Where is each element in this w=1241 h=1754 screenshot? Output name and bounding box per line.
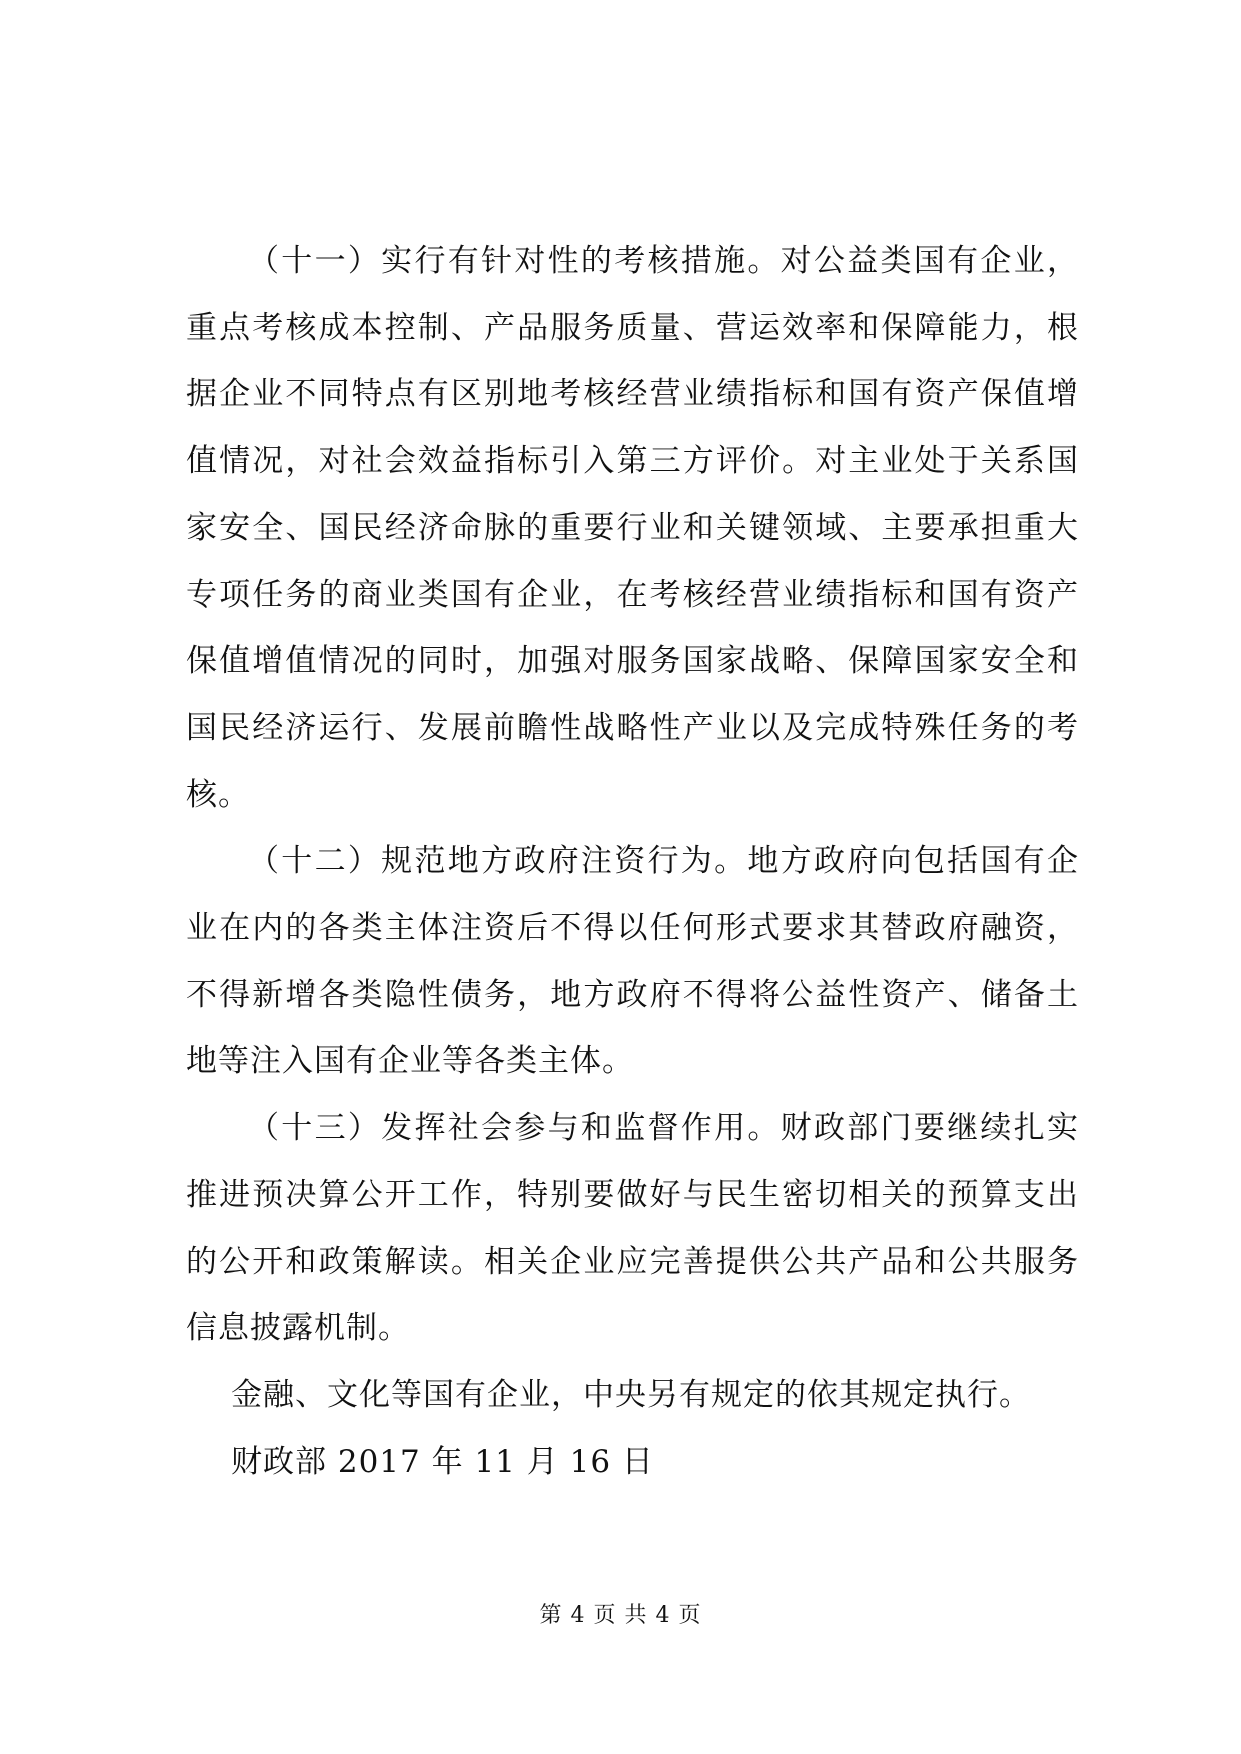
paragraph-12: （十二）规范地方政府注资行为。地方政府向包括国有企业在内的各类主体注资后不得以任何形式要求其替政府融资，不得新增各类隐性债务，地方政府不得将公益性资产、储备土地等注入国有企业等各类主体。 [186,843,1079,1080]
signature-date: 财政部 2017 年 11 月 16 日 [231,1443,654,1480]
document-body [186,228,1079,1495]
page-number-footer: 第 4 页 共 4 页 [539,1603,702,1628]
paragraph-11: （十一）实行有针对性的考核措施。对公益类国有企业，重点考核成本控制、产品服务质量、营运效率和保障能力，根据企业不同特点有区别地考核经营业绩指标和国有资产保值增值情况，对社会效益指标引入第三方评价。对主业处于关系国家安全、国民经济命脉的重要行业和关键领域、主要承担重大专项任务的商业类国有企业，在考核经营业绩指标和国有资产保值增值情况的同时，加强对服务国家战略、保障国家安全和国民经济运行、发展前瞻性战略性产业以及完成特殊任务的考核。 [186,243,1079,813]
paragraph-13: （十三）发挥社会参与和监督作用。财政部门要继续扎实推进预决算公开工作，特别要做好与民生密切相关的预算支出的公开和政策解读。相关企业应完善提供公共产品和公共服务信息披露机制。 [186,1110,1079,1347]
closing-note: 金融、文化等国有企业，中央另有规定的依其规定执行。 [231,1376,1031,1413]
